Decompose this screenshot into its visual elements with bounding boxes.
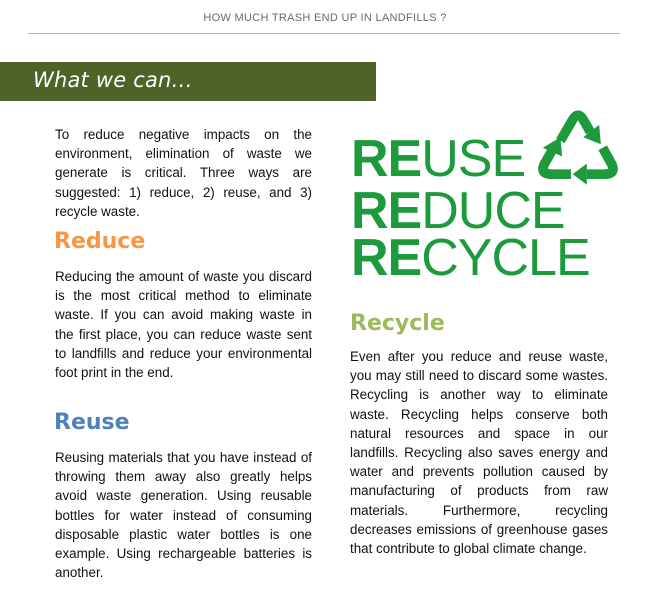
reuse-paragraph: Reusing materials that you have instead of throwing them away also greatly helps avoid waste generation. Using reusable bottles for water instead of consuming disposable plastic water bottles is one example. Using rechargeable batteries is another. xyxy=(55,450,312,581)
logo-suffix: USE xyxy=(421,130,526,188)
logo-prefix: RE xyxy=(351,229,422,287)
recycle-icon xyxy=(532,102,624,190)
reuse-heading: Reuse xyxy=(54,410,130,435)
header-divider xyxy=(28,33,620,34)
page-header-title: HOW MUCH TRASH END UP IN LANDFILLS ? xyxy=(203,12,447,24)
recycle-heading: Recycle xyxy=(350,311,445,336)
logo-suffix: CYCLE xyxy=(421,229,590,287)
section-banner xyxy=(0,62,376,101)
reduce-heading: Reduce xyxy=(54,229,146,254)
intro-paragraph: To reduce negative impacts on the environment, elimination of waste we generate is critical. Three ways are suggested: 1) reduce, 2) reuse, and 3) recycle waste. xyxy=(55,127,312,219)
logo-prefix: RE xyxy=(351,130,422,188)
logo-prefix: RE xyxy=(351,182,422,240)
reduce-paragraph: Reducing the amount of waste you discard is the most critical method to eliminate waste. If you can avoid making waste in the first place, you can reduce waste sent to landfills and reduce your environmental foot print in the end. xyxy=(55,269,312,381)
banner-title: What we can… xyxy=(33,68,193,92)
logo-reuse-word xyxy=(351,130,526,188)
recycle-paragraph: Even after you reduce and reuse waste, you may still need to discard some wastes. Recycling is another way to eliminate waste. Recycling helps conserve both natural resources and space in our landfills. Recycling also saves energy and water and prevents pollution caused by manufacturing of products from raw materials. Furthermore, recycling decreases emissions of greenhouse gases that contribute to global climate change. xyxy=(350,349,608,557)
logo-recycle-word xyxy=(351,229,590,287)
logo-suffix: DUCE xyxy=(421,182,565,240)
